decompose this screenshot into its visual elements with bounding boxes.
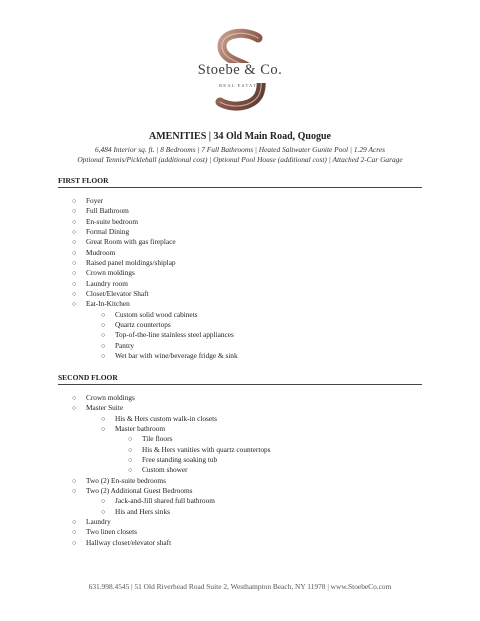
footer-contact: 631.998.4545 | 51 Old Riverhead Road Suite 2, Westhampton Beach, NY 11978 | www.StoebeCo.com bbox=[88, 582, 392, 591]
list-item-text: Mudroom bbox=[86, 247, 116, 257]
list-item-text: Formal Dining bbox=[86, 227, 130, 237]
bullet-circle-icon: ○ bbox=[72, 259, 77, 268]
list-item bbox=[72, 299, 238, 309]
list-item-text: Great Room with gas fireplace bbox=[86, 237, 176, 247]
second-floor-list bbox=[72, 393, 270, 548]
bullet-circle-icon: ○ bbox=[128, 445, 133, 454]
list-item bbox=[72, 237, 238, 247]
logo-wordmark: Stoebe & Co. bbox=[197, 62, 283, 78]
list-item-text: Hallway closet/elevator shaft bbox=[86, 537, 172, 547]
list-item-text: Eat-In-Kitchen bbox=[86, 299, 130, 309]
bullet-circle-icon: ○ bbox=[72, 476, 77, 485]
bullet-circle-icon: ○ bbox=[101, 352, 106, 361]
first-floor-list bbox=[72, 196, 238, 362]
bullet-circle-icon: ○ bbox=[72, 248, 77, 257]
bullet-circle-icon: ○ bbox=[72, 238, 77, 247]
list-item bbox=[72, 289, 238, 299]
list-item bbox=[72, 279, 238, 289]
bullet-circle-icon: ○ bbox=[72, 290, 77, 299]
list-item bbox=[72, 258, 238, 268]
first-floor-heading: FIRST FLOOR bbox=[58, 176, 422, 188]
bullet-circle-icon: ○ bbox=[128, 466, 133, 475]
bullet-circle-icon: ○ bbox=[72, 518, 77, 527]
list-item bbox=[72, 248, 238, 258]
list-item bbox=[72, 330, 238, 340]
list-item bbox=[72, 517, 270, 527]
list-item bbox=[72, 424, 270, 434]
page-title: AMENITIES | 34 Old Main Road, Quogue bbox=[149, 131, 331, 142]
bullet-circle-icon: ○ bbox=[101, 414, 106, 423]
list-item bbox=[72, 445, 270, 455]
bullet-circle-icon: ○ bbox=[72, 279, 77, 288]
bullet-circle-icon: ○ bbox=[72, 528, 77, 537]
list-item-text: Quartz countertops bbox=[115, 320, 171, 330]
list-item-text: Custom solid wood cabinets bbox=[115, 309, 198, 319]
list-item bbox=[72, 393, 270, 403]
list-item bbox=[72, 320, 238, 330]
list-item-text: Full Bathroom bbox=[86, 206, 129, 216]
list-item-text: Wet bar with wine/beverage fridge & sink bbox=[115, 351, 238, 361]
bullet-circle-icon: ○ bbox=[72, 207, 77, 216]
bullet-circle-icon: ○ bbox=[101, 507, 106, 516]
bullet-circle-icon: ○ bbox=[72, 394, 77, 402]
bullet-circle-icon: ○ bbox=[72, 300, 77, 309]
list-item-text: Crown moldings bbox=[86, 268, 135, 278]
bullet-circle-icon: ○ bbox=[72, 217, 77, 226]
list-item-text: Two linen closets bbox=[86, 527, 137, 537]
list-item bbox=[72, 538, 270, 548]
list-item bbox=[72, 196, 238, 206]
list-item-text: Crown moldings bbox=[86, 393, 135, 402]
list-item-text: Two (2) En-suite bedrooms bbox=[86, 475, 166, 485]
list-item bbox=[72, 476, 270, 486]
bullet-circle-icon: ○ bbox=[72, 269, 77, 278]
list-item bbox=[72, 341, 238, 351]
list-item-text: Laundry bbox=[86, 517, 111, 527]
list-item bbox=[72, 486, 270, 496]
second-floor-heading: SECOND FLOOR bbox=[58, 373, 422, 385]
logo-tagline: REAL ESTATE bbox=[219, 83, 261, 88]
list-item-text: His and Hers sinks bbox=[115, 506, 170, 516]
list-item-text: Master Suite bbox=[86, 403, 124, 413]
bullet-circle-icon: ○ bbox=[101, 341, 106, 350]
bullet-circle-icon: ○ bbox=[72, 538, 77, 547]
list-item-text: Laundry room bbox=[86, 278, 128, 288]
list-item-text: Free standing soaking tub bbox=[142, 455, 218, 465]
list-item bbox=[72, 351, 238, 361]
bullet-circle-icon: ○ bbox=[128, 456, 133, 465]
list-item bbox=[72, 496, 270, 506]
bullet-circle-icon: ○ bbox=[72, 197, 77, 205]
property-summary-line-2: Optional Tennis/Pickleball (additional cost) | Optional Pool House (additional cost) | Attached 2-Car Garage bbox=[77, 155, 403, 164]
bullet-circle-icon: ○ bbox=[101, 321, 106, 330]
list-item bbox=[72, 465, 270, 475]
list-item-text: Master bathroom bbox=[115, 424, 166, 434]
list-item bbox=[72, 217, 238, 227]
bullet-circle-icon: ○ bbox=[101, 331, 106, 340]
bullet-circle-icon: ○ bbox=[72, 487, 77, 496]
list-item-text: Tile floors bbox=[142, 434, 173, 444]
list-item bbox=[72, 227, 238, 237]
list-item bbox=[72, 414, 270, 424]
list-item-text: Foyer bbox=[86, 196, 104, 205]
list-item-text: Jack-and-Jill shared full bathroom bbox=[115, 496, 215, 506]
bullet-circle-icon: ○ bbox=[101, 310, 106, 319]
bullet-circle-icon: ○ bbox=[72, 228, 77, 237]
list-item bbox=[72, 206, 238, 216]
list-item bbox=[72, 310, 238, 320]
bullet-circle-icon: ○ bbox=[128, 435, 133, 444]
list-item-text: En-suite bedroom bbox=[86, 216, 139, 226]
list-item bbox=[72, 268, 238, 278]
list-item-text: Top-of-the-line stainless steel appliances bbox=[115, 330, 234, 340]
list-item-text: His & Hers vanities with quartz countertops bbox=[142, 444, 271, 454]
list-item-text: Two (2) Additional Guest Bedrooms bbox=[86, 486, 193, 496]
list-item bbox=[72, 403, 270, 413]
bullet-circle-icon: ○ bbox=[101, 497, 106, 506]
list-item-text: Raised panel moldings/shiplap bbox=[86, 258, 176, 268]
list-item bbox=[72, 527, 270, 537]
property-summary-line-1: 6,484 Interior sq. ft. | 8 Bedrooms | 7 Full Bathrooms | Heated Saltwater Gunite Pool | 1.29 Acres bbox=[94, 145, 386, 154]
list-item bbox=[72, 455, 270, 465]
list-item bbox=[72, 434, 270, 444]
bullet-circle-icon: ○ bbox=[101, 425, 106, 434]
list-item-text: Custom shower bbox=[142, 465, 188, 475]
bullet-circle-icon: ○ bbox=[72, 404, 77, 413]
list-item-text: Closet/Elevator Shaft bbox=[86, 289, 149, 299]
list-item bbox=[72, 507, 270, 517]
list-item-text: Pantry bbox=[115, 340, 135, 350]
list-item-text: His & Hers custom walk-in closets bbox=[115, 413, 217, 423]
